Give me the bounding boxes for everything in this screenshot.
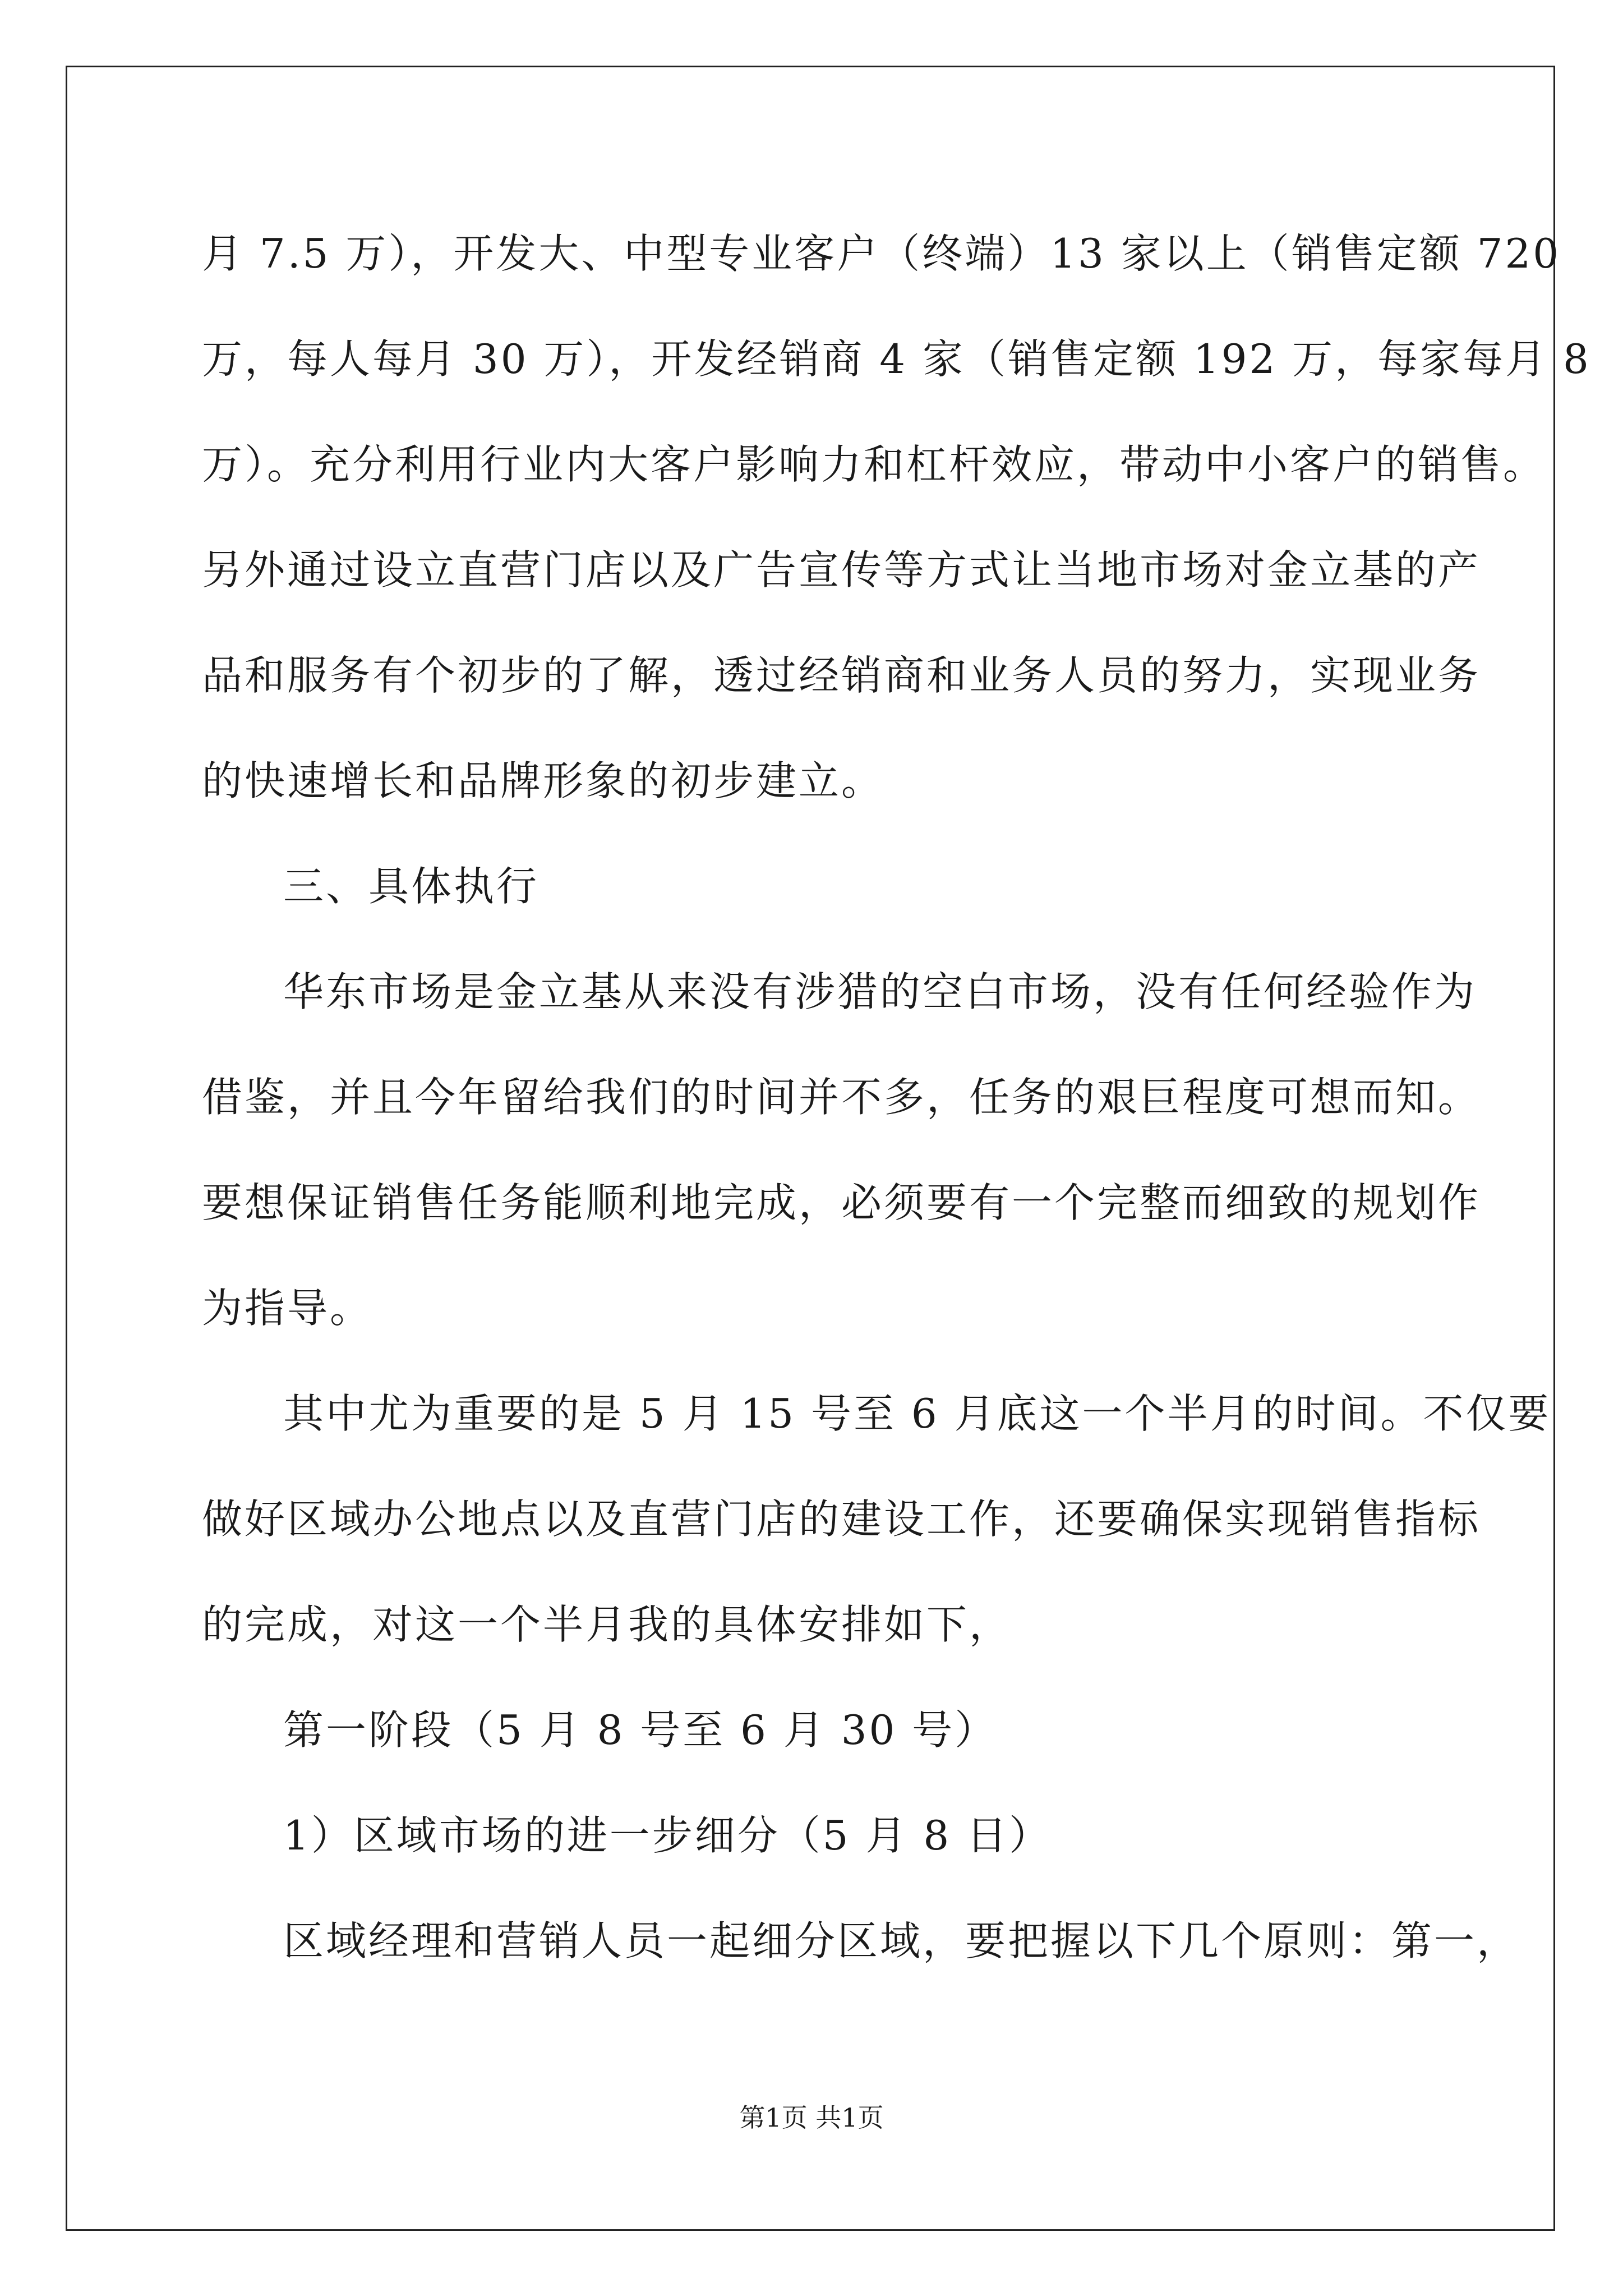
text-line-1: 月 7.5 万），开发大、中型专业客户（终端）13 家以上（销售定额 720 — [202, 230, 1561, 277]
subsection-heading: 1）区域市场的进一步细分（5 月 8 日） — [283, 1812, 1052, 1859]
text-line-3: 万）。充分利用行业内大客户影响力和杠杆效应，带动中小客户的销售。 — [202, 441, 1546, 488]
text-line-8: 华东市场是金立基从来没有涉猎的空白市场，没有任何经验作为 — [283, 968, 1477, 1015]
text-line-12: 其中尤为重要的是 5 月 15 号至 6 月底这一个半月的时间。不仅要 — [283, 1390, 1551, 1437]
text-line-6: 的快速增长和品牌形象的初步建立。 — [202, 757, 884, 804]
page-footer: 第1页 共1页 — [739, 2102, 884, 2133]
text-line-14: 的完成，对这一个半月我的具体安排如下， — [202, 1601, 1012, 1648]
text-line-9: 借鉴，并且今年留给我们的时间并不多，任务的艰巨程度可想而知。 — [202, 1074, 1481, 1121]
text-line-11: 为指导。 — [202, 1285, 373, 1332]
text-line-13: 做好区域办公地点以及直营门店的建设工作，还要确保实现销售指标 — [202, 1496, 1481, 1543]
text-line-10: 要想保证销售任务能顺利地完成，必须要有一个完整而细致的规划作 — [202, 1179, 1481, 1226]
section-heading: 三、具体执行 — [283, 863, 540, 910]
text-line-17: 区域经理和营销人员一起细分区域，要把握以下几个原则：第一， — [283, 1917, 1520, 1964]
text-line-2: 万，每人每月 30 万），开发经销商 4 家（销售定额 192 万，每家每月 8 — [202, 335, 1591, 383]
stage-heading: 第一阶段（5 月 8 号至 6 月 30 号） — [283, 1706, 998, 1754]
page-border — [66, 66, 1591, 2231]
text-line-4: 另外通过设立直营门店以及广告宣传等方式让当地市场对金立基的产 — [202, 546, 1481, 593]
text-line-5: 品和服务有个初步的了解，透过经销商和业务人员的努力，实现业务 — [202, 652, 1481, 699]
